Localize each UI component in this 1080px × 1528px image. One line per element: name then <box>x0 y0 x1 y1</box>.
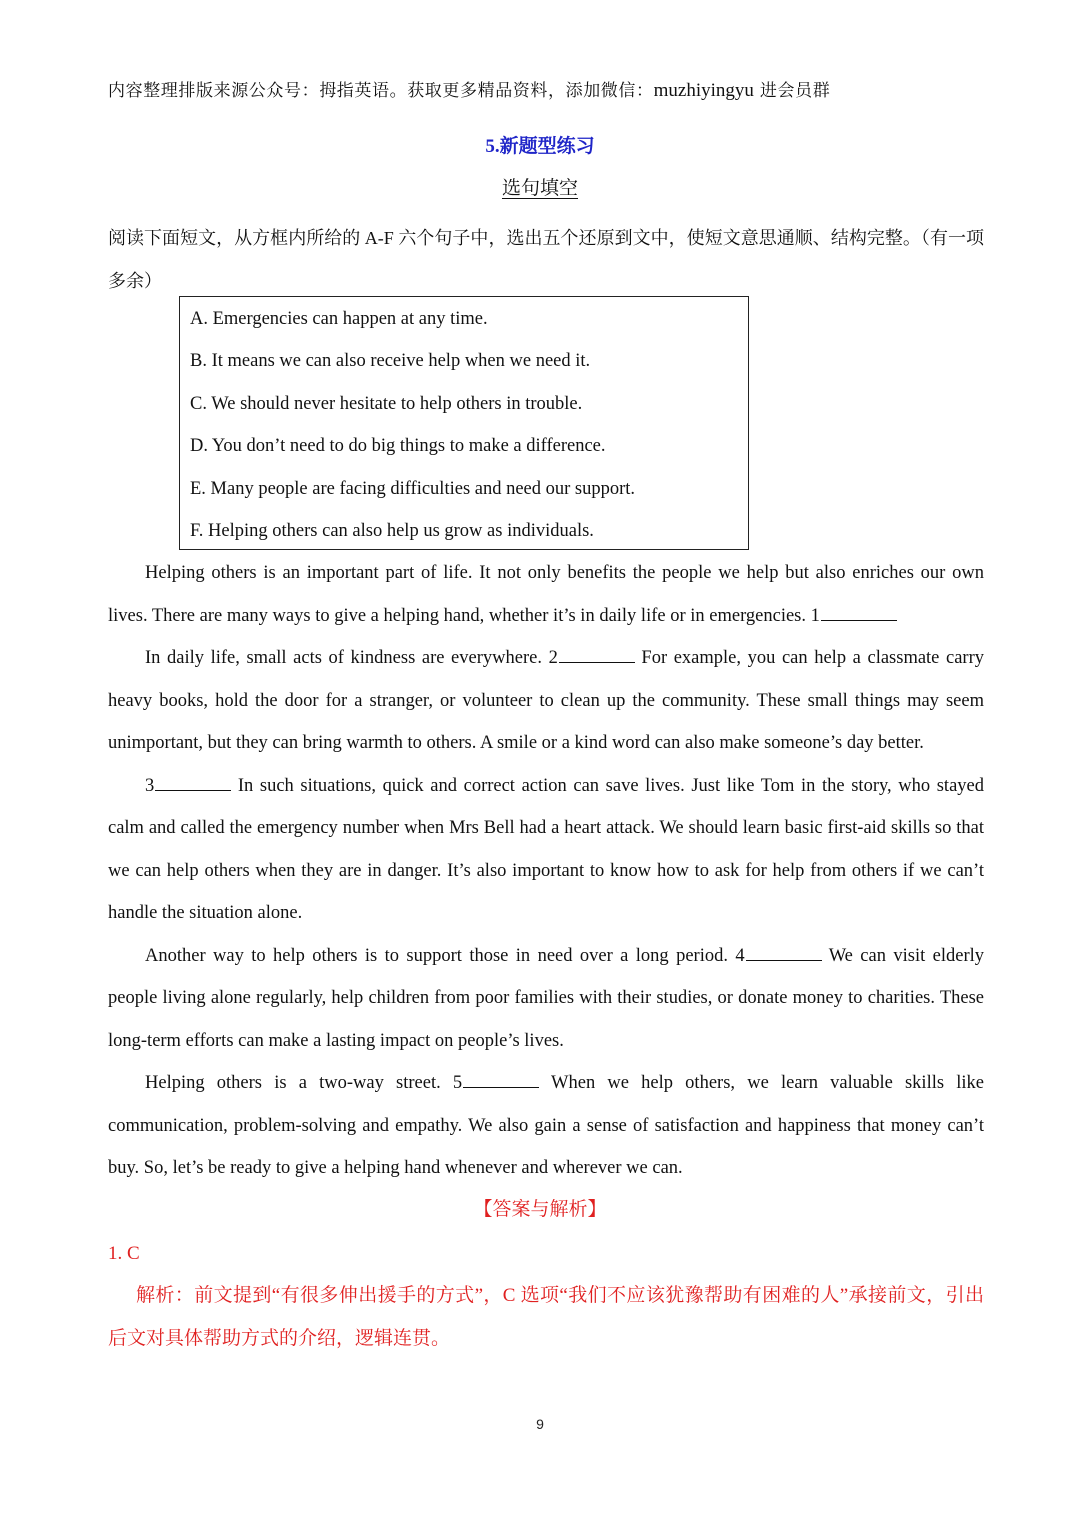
blank-5-number: 5 <box>452 1073 463 1093</box>
section-title: 5.新题型练习 <box>485 136 595 157</box>
analysis-1 <box>108 1274 984 1360</box>
page-number: 9 <box>536 1416 544 1432</box>
options-box <box>179 296 749 550</box>
paragraph-4 <box>108 935 984 1063</box>
answer-1: 1. C <box>108 1243 140 1264</box>
option-a: A. Emergencies can happen at any time. <box>190 309 488 329</box>
paragraph-5-before: Helping others is a two-way street. <box>145 1073 453 1093</box>
blank-4-number: 4 <box>735 945 745 966</box>
paragraph-5 <box>108 1062 984 1190</box>
paragraph-1-text: Helping others is an important part of life. It not only benefits the people we help but also enriches our own lives. There are many ways to give a helping hand, whether it’s in daily life or in emergencies. <box>108 563 984 626</box>
blank-3[interactable] <box>155 773 231 791</box>
source-header <box>108 78 988 104</box>
section-subtitle <box>0 175 1080 203</box>
blank-4[interactable] <box>746 943 822 961</box>
instruction-text: 阅读下面短文，从方框内所给的 A-F 六个句子中，选出五个还原到文中，使短文意思通顺、结构完整。（有一项多余） <box>108 228 984 291</box>
paragraph-4-after: We can visit elderly people living alone regularly, help children from poor families with their studies, or donate money to charities. These long-term efforts can make a lasting impact on people’s lives. <box>108 945 984 1051</box>
passage <box>108 552 984 1190</box>
option-c: C. We should never hesitate to help others in trouble. <box>190 394 583 414</box>
blank-2[interactable] <box>559 645 635 663</box>
paragraph-5-after: When we help others, we learn valuable skills like communication, problem-solving and empathy. We also gain a sense of satisfaction and happiness that money can’t buy. So, let’s be ready to give a helping hand whenever and wherever we can. <box>108 1073 984 1178</box>
option-e: E. Many people are facing difficulties and need our support. <box>190 479 636 499</box>
analysis-1-text: 解析：前文提到“有很多伸出援手的方式”，C 选项“我们不应该犹豫帮助有困难的人”承接前文，引出后文对具体帮助方式的介绍，逻辑连贯。 <box>108 1285 984 1349</box>
paragraph-3-after: In such situations, quick and correct action can save lives. Just like Tom in the story, who stayed calm and called the emergency number when Mrs Bell had a heart attack. We should learn basic first-aid skills so that we can help others when they are in danger. It’s also important to know how to ask for help from others if we can’t handle the situation alone. <box>108 775 984 923</box>
paragraph-3 <box>108 765 984 935</box>
option-d: D. You don’t need to do big things to make a difference. <box>190 436 606 456</box>
option-f: F. Helping others can also help us grow as individuals. <box>190 521 594 541</box>
subtitle-text: 选句填空 <box>501 178 578 199</box>
header-suffix: 进会员群 <box>759 81 831 101</box>
blank-1-number: 1 <box>810 605 820 626</box>
answer-title: 【答案与解析】 <box>473 1199 607 1220</box>
paragraph-2-after: For example, you can help a classmate carry heavy books, hold the door for a stranger, or volunteer to clean up the community. These small things may seem unimportant, but they can bring warmth to others. A smile or a kind word can also make someone’s day better. <box>108 648 984 753</box>
paragraph-1 <box>108 552 984 637</box>
blank-5[interactable] <box>463 1070 539 1088</box>
header-prefix: 内容整理排版来源公众号：拇指英语。获取更多精品资料，添加微信： <box>108 81 654 101</box>
option-b: B. It means we can also receive help when we need it. <box>190 351 591 371</box>
blank-3-number: 3 <box>145 775 155 796</box>
blank-1[interactable] <box>821 603 897 621</box>
blank-2-number: 2 <box>548 648 558 668</box>
header-wechat-id: muzhiyingyu <box>653 80 754 101</box>
paragraph-2-before: In daily life, small acts of kindness are everywhere. <box>145 648 549 668</box>
paragraph-4-before: Another way to help others is to support those in need over a long period. <box>145 945 736 966</box>
paragraph-2 <box>108 637 984 765</box>
